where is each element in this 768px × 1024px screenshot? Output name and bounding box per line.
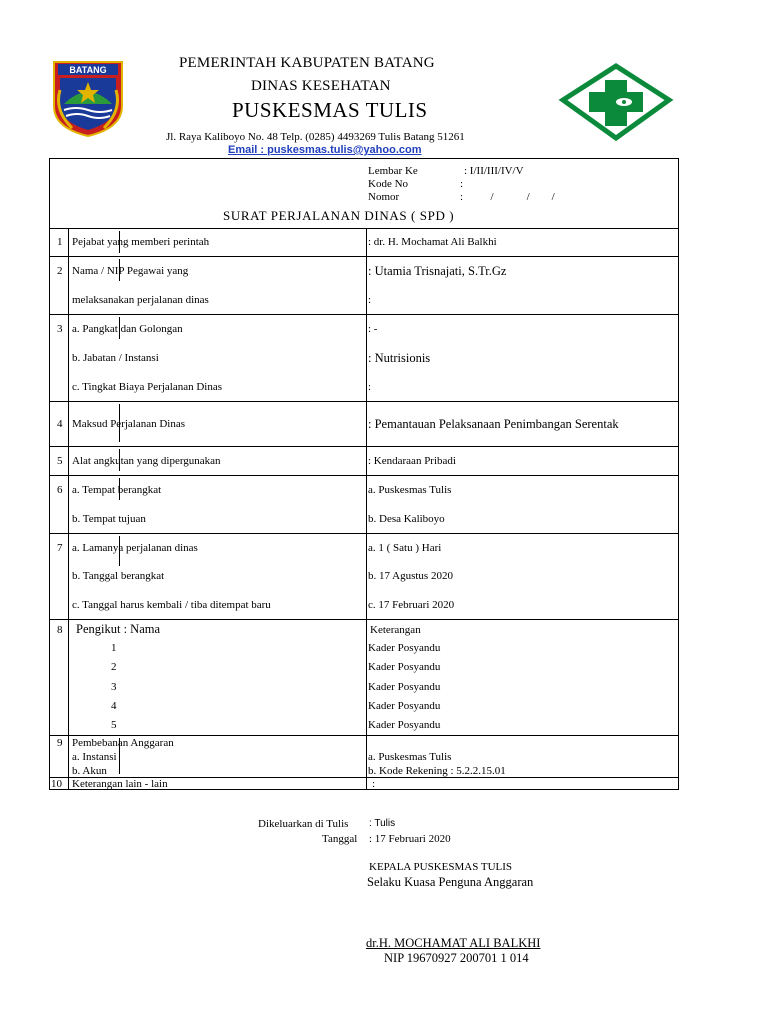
row3-value-b: : Nutrisionis [368,351,431,365]
meta-nomor-value: : / / / [460,191,555,203]
row-divider [49,619,679,620]
issued-at-value: : Tulis [369,818,396,829]
list-item-keterangan: Kader Posyandu [368,661,441,673]
row3-label-b: b. Jabatan / Instansi [72,352,159,364]
spd-form-table [49,158,679,790]
form-title: SURAT PERJALANAN DINAS ( SPD ) [223,208,455,223]
row-divider [49,533,679,534]
row8-value-header: Keterangan [370,624,421,636]
logo-text: BATANG [69,65,107,75]
meta-kode-label: Kode No [368,178,409,190]
row-divider [49,401,679,402]
row9-value-b: b. Kode Rekening : 5.2.2.15.01 [368,765,506,777]
row-number: 4 [57,418,63,430]
meta-lembar-label: Lembar Ke [368,165,418,177]
row2-label-b: melaksanakan perjalanan dinas [72,294,209,306]
row7-value-b: b. 17 Agustus 2020 [368,570,453,582]
list-item-keterangan: Kader Posyandu [368,700,441,712]
row6-value-b: b. Desa Kaliboyo [368,513,445,525]
row6-label-a: a. Tempat berangkat [72,484,162,496]
row4-value: : Pemantauan Pelaksanaan Penimbangan Serentak [368,417,619,431]
row2-label-a: Nama / NIP Pegawai yang [72,265,189,277]
date-label: Tanggal [322,833,358,845]
row7-label-c: c. Tanggal harus kembali / tiba ditempat baru [72,599,271,611]
row5-value: : Kendaraan Pribadi [368,455,456,467]
row-number: 6 [57,484,63,496]
list-item-number: 3 [111,681,117,693]
row2-value-a: : Utamia Trisnajati, S.Tr.Gz [368,264,507,278]
head-title: KEPALA PUSKESMAS TULIS [369,861,513,873]
row-divider [49,314,679,315]
row10-value: : [372,778,376,790]
row-divider [49,256,679,257]
signer-nip: NIP 19670927 200701 1 014 [384,951,529,965]
row4-label: Maksud Perjalanan Dinas [72,418,186,430]
header-address: Jl. Raya Kaliboyo No. 48 Telp. (0285) 4493269 Tulis Batang 51261 [166,131,465,143]
row9-label-b: b. Akun [72,765,107,777]
row1-value: : dr. H. Mochamat Ali Balkhi [368,236,497,248]
row-number: 5 [57,455,63,467]
list-item-keterangan: Kader Posyandu [368,642,441,654]
row-divider [49,735,679,736]
row3-value-a: : - [368,323,378,335]
row3-label-c: c. Tingkat Biaya Perjalanan Dinas [72,381,223,393]
list-item-keterangan: Kader Posyandu [368,681,441,693]
row-number: 7 [57,542,63,554]
row10-label: Keterangan lain - lain [72,778,168,790]
header-line1: PEMERINTAH KABUPATEN BATANG [179,55,435,71]
col-divider-value [366,228,367,790]
list-item-number: 1 [111,642,117,654]
row-number: 1 [57,236,63,248]
list-item-keterangan: Kader Posyandu [368,719,441,731]
row-number: 9 [57,737,63,749]
header-line2: DINAS KESEHATAN [251,78,391,94]
row-number: 8 [57,624,63,636]
row-number: 2 [57,265,63,277]
list-item-number: 4 [111,700,117,712]
row3-value-c: : [368,381,372,393]
row7-label-b: b. Tanggal berangkat [72,570,165,582]
row-number: 10 [51,778,62,790]
row1-label: Pejabat yang memberi perintah [72,236,210,248]
meta-lembar-value: : I/II/III/IV/V [464,165,524,177]
date-value: : 17 Februari 2020 [369,833,451,845]
row9-value-a: a. Puskesmas Tulis [368,751,452,763]
row6-value-a: a. Puskesmas Tulis [368,484,452,496]
list-item-number: 2 [111,661,117,673]
issued-at-label: Dikeluarkan di Tulis [258,818,349,830]
page-title: PUSKESMAS TULIS [232,98,428,122]
row-divider [49,475,679,476]
signer-name: dr.H. MOCHAMAT ALI BALKHI [366,936,541,950]
row7-value-c: c. 17 Februari 2020 [368,599,455,611]
row3-label-a: a. Pangkat dan Golongan [72,323,183,335]
row5-label: Alat angkutan yang dipergunakan [72,455,221,467]
row6-label-b: b. Tempat tujuan [72,513,146,525]
row9-label: Pembebanan Anggaran [72,737,174,749]
row9-label-a: a. Instansi [72,751,117,763]
list-item-number: 5 [111,719,117,731]
row8-label: Pengikut : Nama [76,622,161,636]
row7-value-a: a. 1 ( Satu ) Hari [368,542,442,554]
row-number: 3 [57,323,63,335]
meta-nomor-label: Nomor [368,191,400,203]
row-divider [49,446,679,447]
puskesmas-logo [557,62,675,142]
batang-logo [52,60,124,138]
row2-value-b: : [368,294,372,306]
meta-kode-value: : [460,178,464,190]
header-email[interactable]: Email : puskesmas.tulis@yahoo.com [228,144,422,156]
row-divider [49,228,679,229]
row7-label-a: a. Lamanya perjalanan dinas [72,542,198,554]
col-divider-no [68,228,69,790]
head-role: Selaku Kuasa Penguna Anggaran [367,875,534,889]
